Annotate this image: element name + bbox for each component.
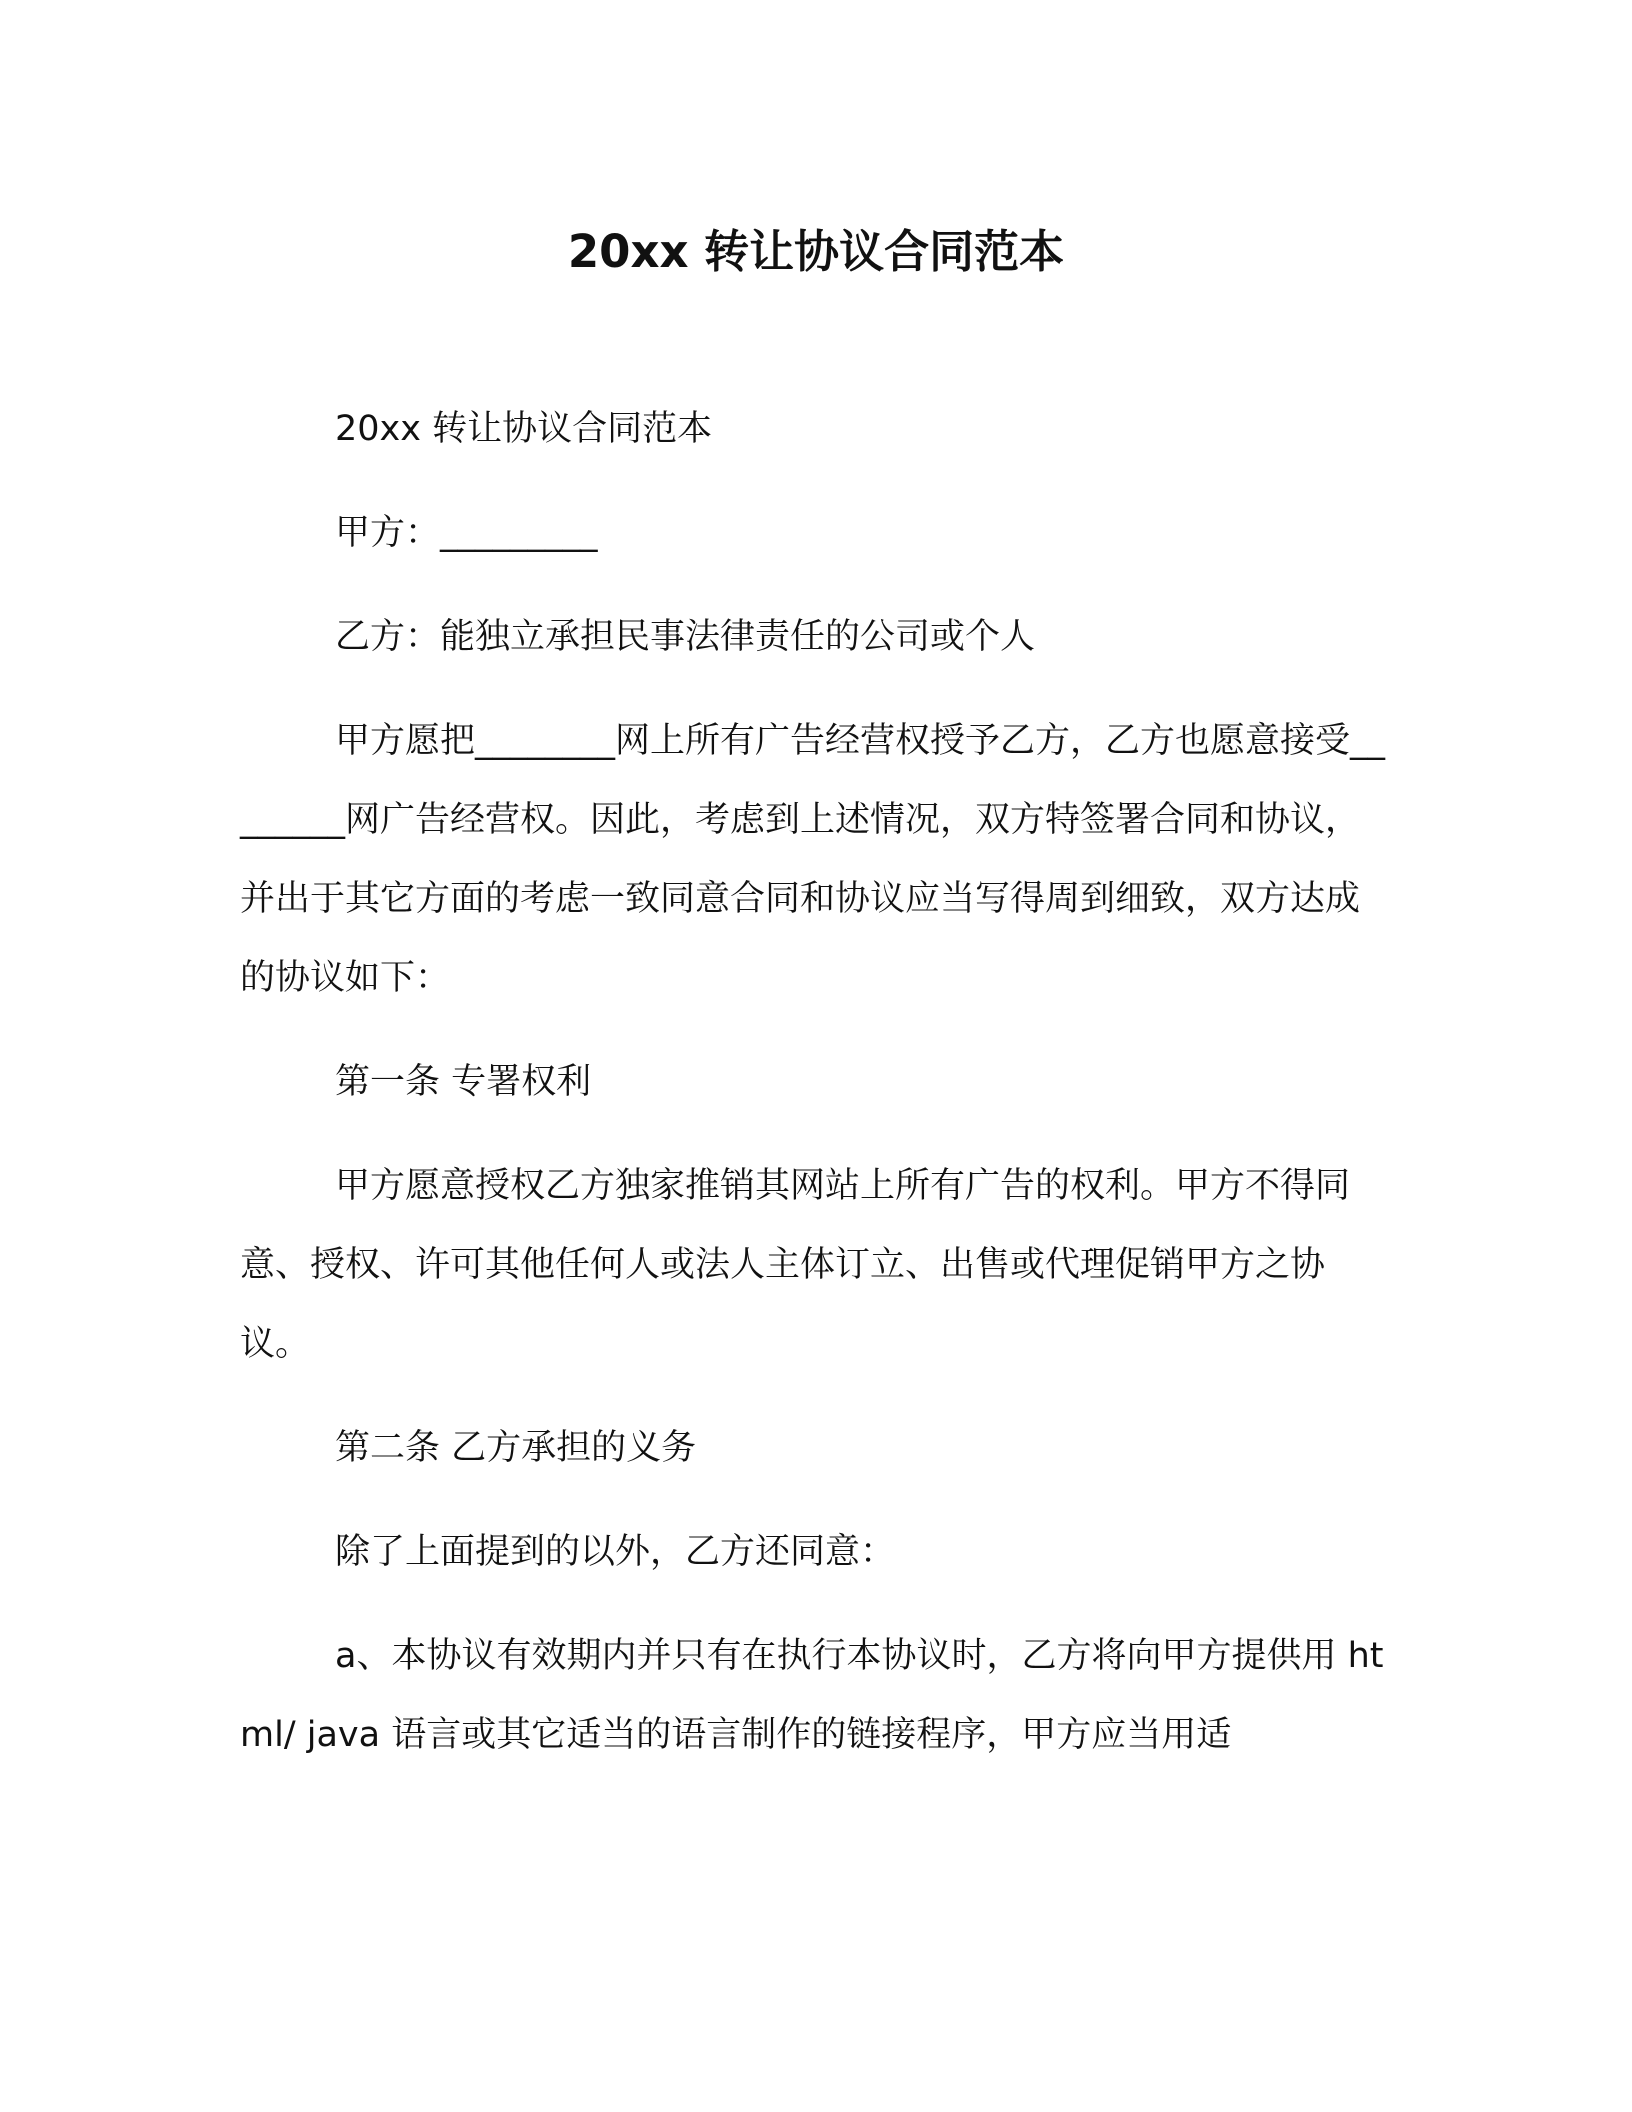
paragraph-subtitle: 20xx 转让协议合同范本 xyxy=(335,409,713,449)
heading-article-2: 第二条 乙方承担的义务 xyxy=(335,1428,697,1468)
paragraph-article-1: 甲方愿意授权乙方独家推销其网站上所有广告的权利。甲方不得同意、授权、许可其他任何人或法人主体订立、出售或代理促销甲方之协议。 xyxy=(240,1166,1351,1364)
document-body xyxy=(240,390,1390,1800)
paragraph-article-2-intro: 除了上面提到的以外，乙方还同意： xyxy=(335,1532,896,1572)
paragraph-party-a: 甲方：_________ xyxy=(335,513,598,553)
paragraph-article-2-a: a、本协议有效期内并只有在执行本协议时，乙方将向甲方提供用 html/ java 语言或其它适当的语言制作的链接程序，甲方应当用适 xyxy=(240,1636,1384,1755)
paragraph-party-b: 乙方：能独立承担民事法律责任的公司或个人 xyxy=(335,617,1036,657)
paragraph-preamble: 甲方愿把________网上所有广告经营权授予乙方，乙方也愿意接受________网广告经营权。因此，考虑到上述情况，双方特签署合同和协议，并出于其它方面的考虑一致同意合同和协议应当写得周到细致，双方达成的协议如下： xyxy=(240,721,1386,998)
heading-article-1: 第一条 专署权利 xyxy=(335,1062,592,1102)
document-title: 20xx 转让协议合同范本 xyxy=(567,225,1065,278)
